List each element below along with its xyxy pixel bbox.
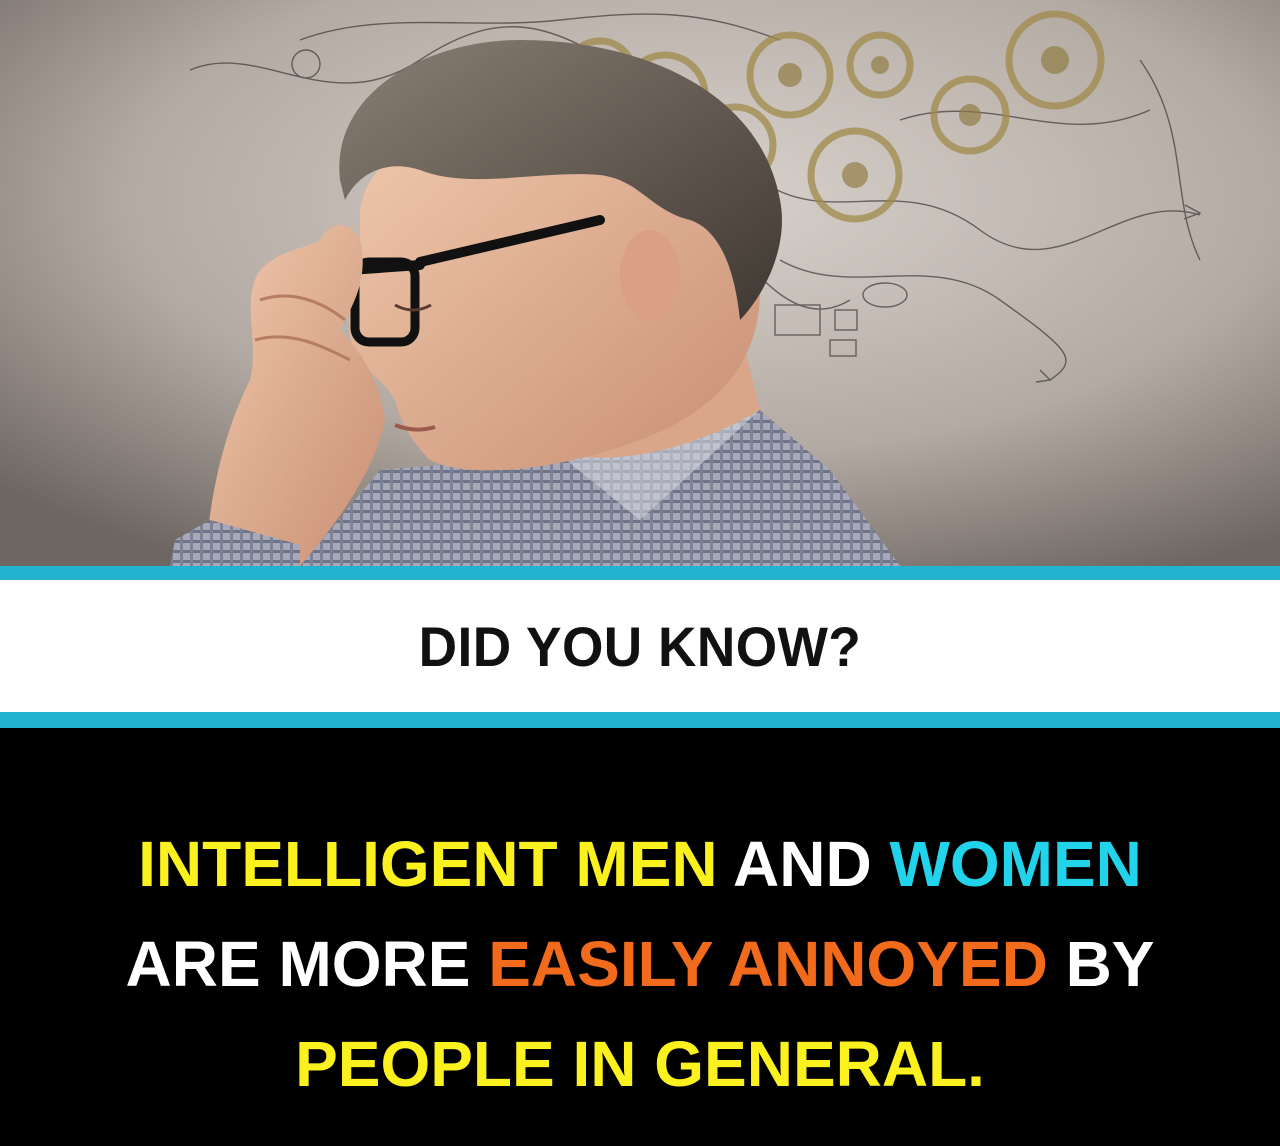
hero-photo	[0, 0, 1280, 566]
fact-line-1	[0, 814, 1280, 914]
fact-phrase-and: AND	[733, 828, 872, 900]
accent-band-top	[0, 566, 1280, 580]
fact-phrase-women: WOMEN	[889, 828, 1142, 900]
fact-panel	[0, 728, 1280, 1146]
fact-line-2	[0, 914, 1280, 1014]
banner-title: DID YOU KNOW?	[418, 614, 862, 678]
fact-line-3	[0, 1014, 1280, 1114]
fact-phrase-are-more: ARE MORE	[125, 928, 471, 1000]
fact-phrase-people-in-general: PEOPLE IN GENERAL.	[295, 1028, 985, 1100]
thinking-man-illustration	[0, 0, 1280, 566]
fact-phrase-by: BY	[1065, 928, 1155, 1000]
fact-phrase-easily-annoyed: EASILY ANNOYED	[488, 928, 1048, 1000]
fact-phrase-intelligent-men: INTELLIGENT MEN	[138, 828, 718, 900]
accent-band-bottom	[0, 712, 1280, 728]
did-you-know-banner	[0, 580, 1280, 712]
